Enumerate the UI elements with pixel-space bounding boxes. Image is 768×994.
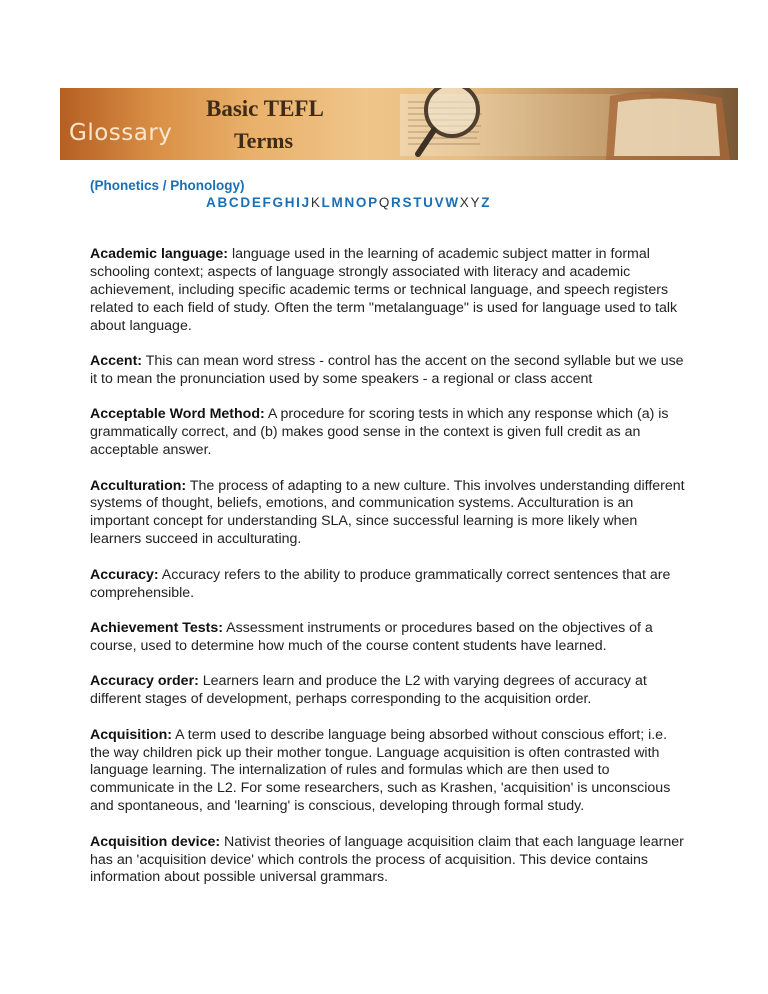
letter-p-link[interactable]: P [368, 195, 378, 210]
entry-term: Acculturation: [90, 477, 187, 494]
letter-n-link[interactable]: N [344, 195, 355, 210]
letter-t-link[interactable]: T [413, 195, 422, 210]
letter-w-link[interactable]: W [445, 195, 459, 210]
entry-term: Acceptable Word Method: [90, 406, 265, 423]
letter-i-link[interactable]: I [296, 195, 301, 210]
letter-b-link[interactable]: B [217, 195, 228, 210]
glossary-entry [90, 673, 690, 709]
entry-definition: The process of adapting to a new culture. This involves understanding different systems of thought, beliefs, emotions, and communication systems. Acculturation is an important concept for understanding SLA, since successful learning is more likely when learners succeed in acculturating. [90, 477, 685, 548]
entry-definition: This can mean word stress - control has the accent on the second syllable but we use it to mean the pronunciation used by some speakers - a regional or class accent [90, 353, 684, 387]
letter-k: K [310, 195, 321, 210]
letter-x: X [459, 195, 469, 210]
letter-e-link[interactable]: E [251, 195, 262, 210]
letter-d-link[interactable]: D [240, 195, 251, 210]
letter-o-link[interactable]: O [355, 195, 367, 210]
glossary-entry [90, 620, 690, 656]
entry-term: Accuracy: [90, 566, 159, 583]
entry-definition: Assessment instruments or procedures based on the objectives of a course, used to determine how much of the course content students have learned. [90, 620, 653, 654]
entry-definition: Accuracy refers to the ability to produce grammatically correct sentences that are comprehensible. [90, 566, 671, 601]
glossary-entry [90, 478, 690, 550]
glossary-entry [90, 246, 690, 336]
entry-term: Academic language: [90, 246, 228, 262]
glossary-entry [90, 406, 690, 460]
glossary-entry [90, 727, 690, 817]
entry-definition: A procedure for scoring tests in which any response which (a) is grammatically correct, and (b) makes good sense in the context is given full credit as an acceptable answer. [90, 406, 669, 459]
letter-c-link[interactable]: C [228, 195, 239, 210]
letter-q: Q [378, 195, 390, 210]
glossary-entry [90, 834, 690, 888]
glossary-entry [90, 353, 690, 389]
letter-u-link[interactable]: U [423, 195, 434, 210]
letter-h-link[interactable]: H [284, 195, 295, 210]
entry-definition: language used in the learning of academic subject matter in formal schooling context; aspects of language strongly associated with literacy and academic achievement, including specific academic terms or technical language, and speech registers related to each field of study. Often the term "metalanguage" is used for language used to talk about language. [90, 246, 678, 334]
letter-a-link[interactable]: A [206, 195, 216, 210]
entry-definition: Learners learn and produce the L2 with varying degrees of accuracy at different stages of development, perhaps corresponding to the acquisition order. [90, 673, 647, 708]
entry-definition: A term used to describe language being absorbed without conscious effort; i.e. the way children pick up their mother tongue. Language acquisition is often contrasted with language learning. The internalization of rules and formulas which are then used to communicate in the L2. For some researchers, such as Krashen, 'acquisition' is unconscious and spontaneous, and 'learning' is conscious, developing through formal study. [90, 726, 671, 815]
alphabet-index [206, 195, 491, 210]
letter-m-link[interactable]: M [331, 195, 343, 210]
entry-term: Accent: [90, 353, 143, 370]
letter-v-link[interactable]: V [434, 195, 444, 210]
entry-term: Accuracy order: [90, 673, 199, 690]
letter-g-link[interactable]: G [272, 195, 284, 210]
phonetics-link[interactable]: (Phonetics / Phonology) [90, 178, 245, 193]
entry-term: Acquisition: [90, 726, 172, 743]
banner-title-line1: Basic TEFL [206, 96, 324, 121]
letter-l-link[interactable]: L [321, 195, 330, 210]
magnifier-book-illustration [360, 88, 738, 160]
letter-f-link[interactable]: F [262, 195, 271, 210]
letter-y: Y [470, 195, 480, 210]
letter-s-link[interactable]: S [402, 195, 412, 210]
entry-definition: Nativist theories of language acquisition claim that each language learner has an 'acquisition device' which controls the process of acquisition. This device contains information about possible universal grammars. [90, 833, 684, 886]
glossary-banner [60, 88, 738, 160]
glossary-label: Glossary [69, 120, 173, 146]
glossary-entry [90, 567, 690, 603]
banner-title-line2: Terms [234, 128, 294, 153]
letter-z-link[interactable]: Z [481, 195, 490, 210]
glossary-entries [90, 246, 690, 905]
entry-term: Acquisition device: [90, 833, 221, 850]
letter-r-link[interactable]: R [391, 195, 401, 210]
entry-term: Achievement Tests: [90, 620, 223, 636]
letter-j-link[interactable]: J [301, 195, 310, 210]
